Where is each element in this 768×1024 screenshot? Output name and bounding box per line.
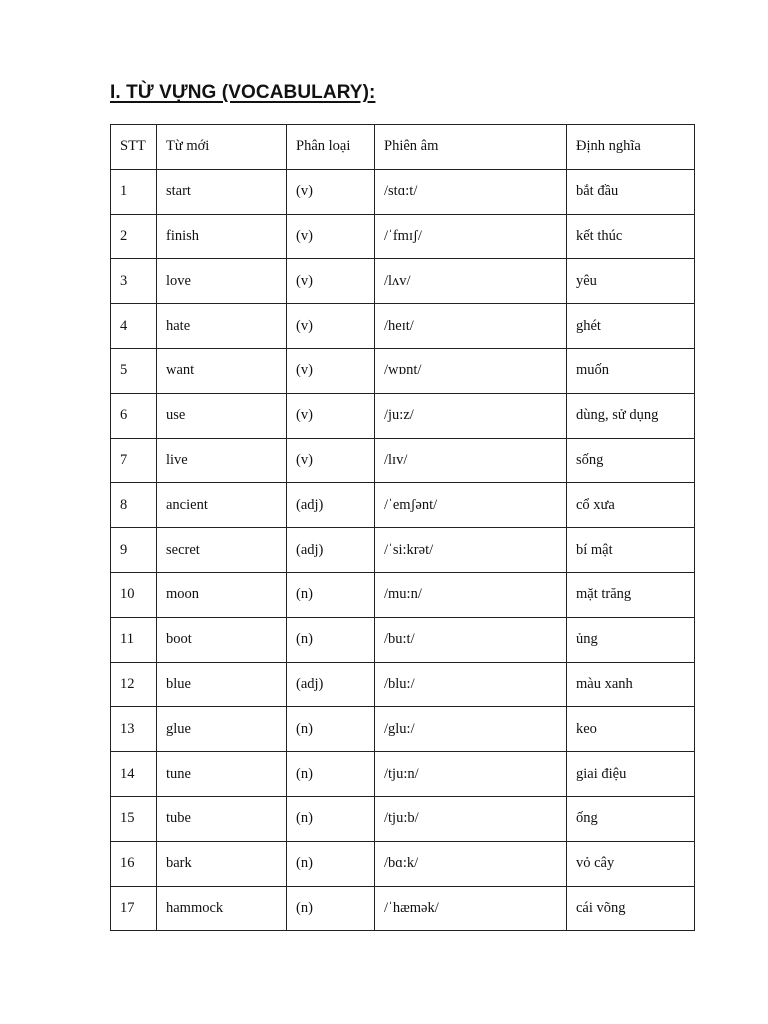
- cell-word-class: (v): [287, 348, 375, 393]
- cell-definition: muốn: [567, 348, 695, 393]
- table-row: [111, 886, 695, 931]
- cell-new-word: glue: [157, 707, 287, 752]
- cell-definition: ống: [567, 796, 695, 841]
- cell-definition: vỏ cây: [567, 841, 695, 886]
- cell-word-class: (n): [287, 841, 375, 886]
- header-pronunciation: Phiên âm: [375, 125, 567, 170]
- cell-stt: 5: [111, 348, 157, 393]
- cell-definition: yêu: [567, 259, 695, 304]
- cell-word-class: (n): [287, 886, 375, 931]
- cell-pronunciation: /tju:b/: [375, 796, 567, 841]
- table-row: [111, 393, 695, 438]
- cell-new-word: live: [157, 438, 287, 483]
- cell-word-class: (v): [287, 259, 375, 304]
- header-stt: STT: [111, 125, 157, 170]
- cell-stt: 15: [111, 796, 157, 841]
- table-row: [111, 528, 695, 573]
- cell-pronunciation: /bɑ:k/: [375, 841, 567, 886]
- cell-word-class: (v): [287, 438, 375, 483]
- cell-definition: mặt trăng: [567, 572, 695, 617]
- cell-word-class: (n): [287, 572, 375, 617]
- cell-new-word: boot: [157, 617, 287, 662]
- cell-new-word: start: [157, 169, 287, 214]
- cell-word-class: (v): [287, 304, 375, 349]
- cell-stt: 1: [111, 169, 157, 214]
- vocabulary-table: [110, 124, 695, 931]
- cell-pronunciation: /ˈsi:krət/: [375, 528, 567, 573]
- cell-pronunciation: /tju:n/: [375, 752, 567, 797]
- cell-pronunciation: /mu:n/: [375, 572, 567, 617]
- cell-new-word: tube: [157, 796, 287, 841]
- cell-stt: 11: [111, 617, 157, 662]
- cell-word-class: (n): [287, 617, 375, 662]
- cell-new-word: use: [157, 393, 287, 438]
- cell-pronunciation: /blu:/: [375, 662, 567, 707]
- cell-new-word: love: [157, 259, 287, 304]
- cell-definition: sống: [567, 438, 695, 483]
- cell-stt: 8: [111, 483, 157, 528]
- cell-definition: kết thúc: [567, 214, 695, 259]
- vocabulary-table-body: [111, 125, 695, 931]
- cell-word-class: (v): [287, 393, 375, 438]
- cell-pronunciation: /bu:t/: [375, 617, 567, 662]
- table-row: [111, 662, 695, 707]
- cell-pronunciation: /heɪt/: [375, 304, 567, 349]
- cell-definition: ủng: [567, 617, 695, 662]
- cell-stt: 6: [111, 393, 157, 438]
- header-definition: Định nghĩa: [567, 125, 695, 170]
- cell-new-word: moon: [157, 572, 287, 617]
- cell-pronunciation: /ju:z/: [375, 393, 567, 438]
- cell-word-class: (v): [287, 214, 375, 259]
- cell-definition: keo: [567, 707, 695, 752]
- cell-new-word: want: [157, 348, 287, 393]
- cell-new-word: blue: [157, 662, 287, 707]
- table-row: [111, 707, 695, 752]
- cell-stt: 7: [111, 438, 157, 483]
- table-row: [111, 752, 695, 797]
- table-row: [111, 617, 695, 662]
- cell-pronunciation: /stɑ:t/: [375, 169, 567, 214]
- section-heading: I. TỪ VỰNG (VOCABULARY):: [110, 82, 376, 103]
- table-row: [111, 259, 695, 304]
- cell-stt: 13: [111, 707, 157, 752]
- cell-pronunciation: /ˈemʃənt/: [375, 483, 567, 528]
- cell-pronunciation: /ˈfmɪʃ/: [375, 214, 567, 259]
- cell-new-word: hate: [157, 304, 287, 349]
- cell-stt: 17: [111, 886, 157, 931]
- cell-stt: 16: [111, 841, 157, 886]
- cell-definition: cổ xưa: [567, 483, 695, 528]
- cell-stt: 9: [111, 528, 157, 573]
- table-row: [111, 304, 695, 349]
- cell-definition: cái võng: [567, 886, 695, 931]
- cell-stt: 4: [111, 304, 157, 349]
- table-row: [111, 796, 695, 841]
- table-row: [111, 483, 695, 528]
- cell-word-class: (n): [287, 752, 375, 797]
- table-header-row: [111, 125, 695, 170]
- table-row: [111, 572, 695, 617]
- cell-pronunciation: /wɒnt/: [375, 348, 567, 393]
- cell-new-word: hammock: [157, 886, 287, 931]
- cell-new-word: secret: [157, 528, 287, 573]
- cell-new-word: tune: [157, 752, 287, 797]
- table-row: [111, 841, 695, 886]
- cell-stt: 3: [111, 259, 157, 304]
- table-row: [111, 348, 695, 393]
- cell-definition: ghét: [567, 304, 695, 349]
- cell-stt: 10: [111, 572, 157, 617]
- cell-word-class: (adj): [287, 483, 375, 528]
- cell-stt: 2: [111, 214, 157, 259]
- header-new-word: Từ mới: [157, 125, 287, 170]
- cell-pronunciation: /ˈhæmək/: [375, 886, 567, 931]
- cell-word-class: (adj): [287, 528, 375, 573]
- cell-definition: bắt đầu: [567, 169, 695, 214]
- table-row: [111, 214, 695, 259]
- cell-new-word: bark: [157, 841, 287, 886]
- cell-definition: giai điệu: [567, 752, 695, 797]
- cell-word-class: (n): [287, 707, 375, 752]
- cell-stt: 14: [111, 752, 157, 797]
- cell-definition: bí mật: [567, 528, 695, 573]
- cell-pronunciation: /lʌv/: [375, 259, 567, 304]
- cell-word-class: (v): [287, 169, 375, 214]
- cell-word-class: (adj): [287, 662, 375, 707]
- cell-pronunciation: /glu:/: [375, 707, 567, 752]
- cell-pronunciation: /lɪv/: [375, 438, 567, 483]
- cell-new-word: finish: [157, 214, 287, 259]
- cell-definition: màu xanh: [567, 662, 695, 707]
- table-row: [111, 438, 695, 483]
- table-row: [111, 169, 695, 214]
- cell-new-word: ancient: [157, 483, 287, 528]
- cell-word-class: (n): [287, 796, 375, 841]
- cell-stt: 12: [111, 662, 157, 707]
- header-word-class: Phân loại: [287, 125, 375, 170]
- cell-definition: dùng, sử dụng: [567, 393, 695, 438]
